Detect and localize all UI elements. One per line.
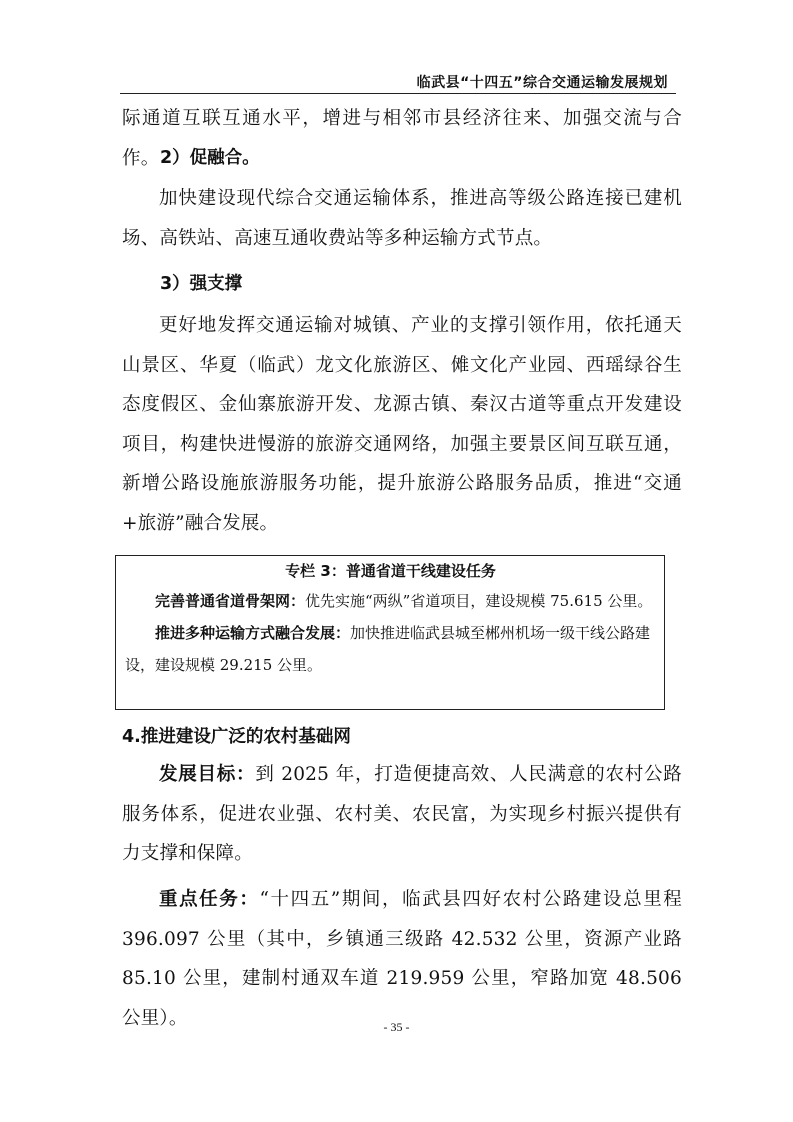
page-header-title: 临武县“十四五”综合交通运输发展规划 [416,75,668,91]
page-number: - 35 - [383,1020,410,1034]
section-heading-rural-network: 4.推进建设广泛的农村基础网 [122,727,351,747]
box-title: 专栏 3：普通省道干线建设任务 [285,562,496,580]
task-label: 重点任务： [159,889,260,910]
box-item-multimodal [125,617,656,681]
box-item-skeleton-network [125,585,656,617]
header-divider [120,93,676,94]
special-column-box [115,555,665,710]
goal-label: 发展目标： [159,764,256,785]
subheading-promote-integration: 2）促融合。 [160,148,260,168]
box-item-text: 优先实施“两纵”省道项目，建设规模 75.615 公里。 [305,592,653,610]
paragraph-development-goal [122,755,682,874]
goal-text: 到 2025 年，打造便捷高效、人民满意的农村公路服务体系，促进农业强、农村美、农民富，为实现乡村振兴提供有力支撑和保障。 [122,764,682,864]
paragraph-key-tasks [122,880,682,1038]
paragraph-integration: 加快建设现代综合交通运输体系，推进高等级公路连接已建机场、高铁站、高速互通收费站等多种运输方式节点。 [122,188,682,249]
subheading-strong-support: 3）强支撑 [160,274,243,294]
paragraph-continued: 际通道互联互通水平，增进与相邻市县经济往来、加强交流与合作。 [122,108,682,169]
box-item-text: 加快推进临武县城至郴州机场一级干线公路建设，建设规模 29.215 公里。 [125,624,651,674]
box-item-label: 完善普通省道骨架网： [155,592,306,610]
task-text: “十四五”期间，临武县四好农村公路建设总里程 396.097 公里（其中，乡镇通三级路 42.532 公里，资源产业路 85.10 公里，建制村通双车道 219.959 公里，窄路加宽 48.506 公里）。 [122,889,682,1029]
box-item-label: 推进多种运输方式融合发展： [155,624,351,642]
paragraph-support: 更好地发挥交通运输对城镇、产业的支撑引领作用，依托通天山景区、华夏（临武）龙文化旅游区、傩文化产业园、西瑶绿谷生态度假区、金仙寨旅游开发、龙源古镇、秦汉古道等重点开发建设项目，构建快进慢游的旅游交通网络，加强主要景区间互联互通，新增公路设施旅游服务功能，提升旅游公路服务品质，推进“交通+旅游”融合发展。 [122,315,682,534]
